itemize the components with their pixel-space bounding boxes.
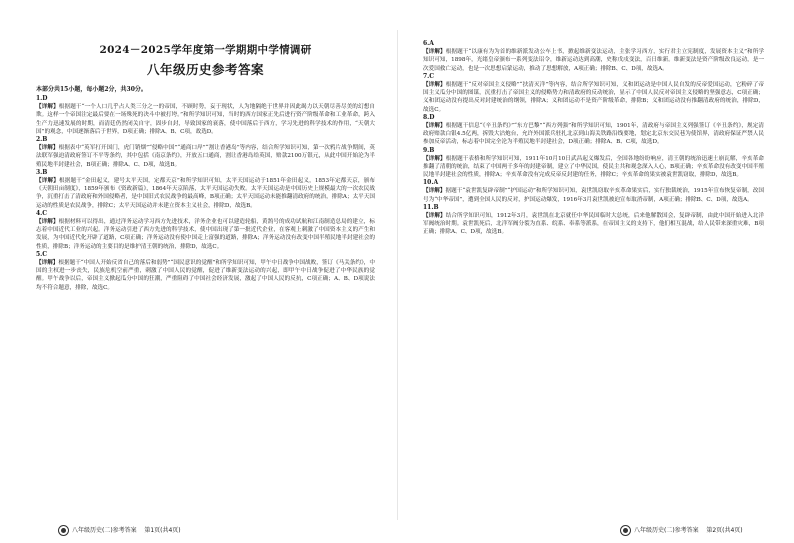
footer-right: 八年级历史(二)参考答案 第2页(共4页) xyxy=(620,525,743,536)
publisher-logo-icon xyxy=(58,525,69,536)
explanation-text: 【详解】根据题干信息“《辛丑条约》”“东方巴黎”“西方列强”和所学知识可知，1901年，清政府与帝国主义列强签订《辛丑条约》，规定清政府赔款白银4.5亿两，拆毁大沽炮台，允许外国派兵驻扎北京到山海关铁路沿线要地，划定北京东交民巷为使馆界，清政府保证严禁人民参加反帝活动，标志着中国完全沦为半殖民地半封建社会，D项正确；排除A、B、C项，故选D。 xyxy=(423,122,764,146)
question-number: 6.A xyxy=(423,40,434,47)
answer-key-title: 八年级历史参考答案 xyxy=(146,62,264,77)
answer-item-4 xyxy=(36,210,375,251)
explanation-text: 【详解】根据题干“以康有为为首的维新派发动公车上书，掀起维新变法运动，主张学习西方，实行君主立宪制度，发展资本主义”和所学知识可知，1898年，光绪皇帝颁布一系列变法诏令，维新运动达到高潮，史称戊戌变法，百日维新。维新变法是资产阶级改良运动，是一次爱国救亡运动，也是一次思想启蒙运动，推动了思想解放，A项正确；排除B、C、D项，故选A。 xyxy=(423,49,764,72)
page-footer xyxy=(0,524,794,538)
question-number: 8.D xyxy=(423,113,435,121)
question-number: 10.A xyxy=(423,179,439,187)
page-number: 第2页(共4页) xyxy=(706,527,743,534)
exam-title: 2024－2025学年度第一学期期中学情调研 xyxy=(99,44,312,56)
answer-item-9 xyxy=(423,147,764,180)
question-number: 2.B xyxy=(36,136,48,143)
answer-item-5 xyxy=(36,251,375,292)
explanation-text: 【详解】根据题干“金田起义，建号太平天国，定都天京”和所学知识可知，太平天国运动于1851年金田起义，1853年定都天京，颁布《天朝田亩制度》，1859年颁布《资政新篇》，1864年天京陷落，太平天国运动失败。太平天国运动是中国历史上规模最大的一次农民战争，沉重打击了清政府和外国侵略者，是中国旧式农民战争的最高峰，B项正确；太平天国运动未能推翻清政府的统治，排除A；太平天国运动的性质是农民战争，排除C；太平天国运动并未建立资本主义社会，排除D，故选B。 xyxy=(36,177,375,209)
question-number: 4.C xyxy=(36,209,48,217)
question-number: 3.B xyxy=(36,168,48,176)
answer-item-11 xyxy=(423,204,764,237)
answer-item-8 xyxy=(423,114,764,147)
explanation-text: 【详解】结合所学知识可知，1912年3月，袁世凯在北京就任中华民国临时大总统，后来他解散国会，复辟帝制，由此中国开始进入北洋军阀统治时期。袁世凯死后，北洋军阀分裂为直系、皖系、奉系等派系，在帝国主义的支持下，他们相互混战，给人民带来深重灾难，B项正确；排除A、C、D项，故选B。 xyxy=(423,212,764,236)
answer-item-10 xyxy=(423,179,764,204)
explanation-text: 【详解】根据题干“反对帝国主义侵略”“扶清灭洋”等内容，结合所学知识可知，义和团运动是中国人民自发的反帝爱国运动，它粉碎了帝国主义瓜分中国的图谋，沉重打击了帝国主义的侵略势力和清政府的反动统治，显示了中国人民反对帝国主义侵略的坚强意志，C项正确；义和团运动没有提出反对封建统治的纲领，排除A；义和团运动不是资产阶级革命，排除B；义和团运动没有推翻清政府的统治，排除D，故选C。 xyxy=(423,81,764,113)
answer-page-2 xyxy=(397,0,794,543)
explanation-text: 【详解】根据题干表格和所学知识可知，1911年10月10日武昌起义爆发后，全国各地纷纷响应，清王朝的统治迅速土崩瓦解，辛亥革命推翻了清朝的统治，结束了中国两千多年的封建帝制，建立了中华民国，使民主共和观念深入人心，B项正确；辛亥革命没有改变中国半殖民地半封建社会的性质，排除A；辛亥革命没有完成反帝反封建的任务，排除C；辛亥革命的果实被袁世凯窃取，排除D，故选B。 xyxy=(423,155,764,178)
explanation-text: 【详解】根据表中“英军打开国门，虎门销烟”“侵略中国”“通商口岸”“割让香港岛”等内容，结合所学知识可知，第一次鸦片战争期间，英法联军强迫清政府签订不平等条约，其中包括《南京条约》，开放五口通商，割让香港岛给英国，赔款2100万银元，从此中国开始沦为半殖民地半封建社会，B项正确；排除A、C、D项，故选B。 xyxy=(36,145,375,168)
explanation-text: 【详解】据题干“袁世凯复辟帝制”“护国运动”和所学知识可知，袁世凯窃取辛亥革命果实后，实行独裁统治，1915年宣布恢复帝制，改国号为“中华帝国”，遭到全国人民的反对，护国运动爆发，1916年3月袁世凯被迫宣布取消帝制，A项正确；排除B、C、D项，故选A。 xyxy=(423,188,764,203)
question-number: 11.B xyxy=(423,203,439,211)
explanation-text: 【详解】根据题干“一个人口几乎占人类三分之一的帝国，不顾时势，妄于现状，人为地隔绝于世界并因此竭力以天朝尽善尽美的幻想自欺。这样一个帝国注定最后要在一场殊死的决斗中被打垮。”和所学知识可知，当时的西方国家正先后进行资产阶级革命和工业革命，跨入生产力迅速发展的时期，而清廷仍然闭关自守，固步自封，导致国家的衰落，使中国落后于西方，学习先进的科学技术的作用，“天朝大国”的观念，中国逐渐落后于世界，D项正确；排除A、B、C项，故选D。 xyxy=(36,104,375,135)
explanation-text: 【详解】根据材料可以得出，通过洋务运动学习西方先进技术，洋务企业也可以建造轮船，黄鹄号的成功试航和江南制造总局的建立，标志着中国近代工业的兴起。洋务运动引进了西方先进的科学技术，使中国出现了第一批近代企业，在客观上刺激了中国资本主义的产生和发展，为中国近代化开辟了道路，C项正确；洋务运动没有使中国走上富强的道路，排除A；洋务运动没有改变中国半殖民地半封建社会的性质，排除B；洋务运动的主要目的是维护清王朝的统治，排除D，故选C。 xyxy=(36,218,375,250)
section-instructions: 本部分共15小题，每小题2分，共30分。 xyxy=(36,86,147,93)
answer-item-6 xyxy=(423,40,764,73)
answer-item-1 xyxy=(36,95,375,136)
page-number: 第1页(共4页) xyxy=(144,527,181,534)
publisher-logo-icon xyxy=(620,525,631,536)
answer-item-2 xyxy=(36,136,375,169)
question-number: 5.C xyxy=(36,250,48,258)
question-number: 7.C xyxy=(423,72,435,80)
footer-left: 八年级历史(二)参考答案 第1页(共4页) xyxy=(58,525,181,536)
explanation-text: 【详解】根据题干“中国人开始反省自己的落后和弱势”“国民意识的觉醒”和所学知识可知，甲午中日战争中国战败，签订《马关条约》，中国的主权进一步丧失，民族危机空前严重，刺激了中国人民的觉醒，促进了维新变法运动的兴起，即甲午中日战争促进了中华民族的觉醒。甲午战争以后，帝国主义掀起瓜分中国的狂潮，严重阻碍了中国社会经济发展，激起了中国人民的反抗，C项正确；A、B、D项说法均不符合题意，排除，故选C。 xyxy=(36,259,375,291)
question-number: 1.D xyxy=(36,95,48,102)
question-number: 9.B xyxy=(423,146,435,154)
answer-item-3 xyxy=(36,169,375,210)
answer-item-7 xyxy=(423,73,764,114)
